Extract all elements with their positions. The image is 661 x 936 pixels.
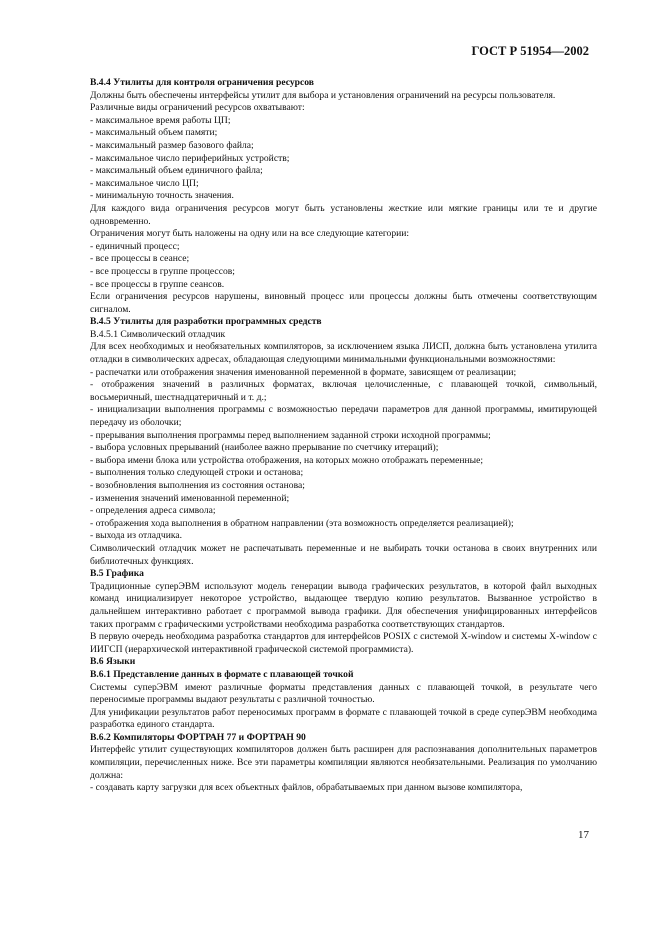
list-item: В.4.5.1 Символический отладчик bbox=[90, 328, 226, 340]
section-heading: В.4.4 Утилиты для контроля ограничения ресурсов bbox=[90, 77, 314, 88]
list-item: - максимальное время работы ЦП; bbox=[90, 114, 231, 126]
section-heading: В.6 Языки bbox=[90, 656, 136, 668]
list-item: - прерывания выполнения программы перед выполнением заданной строки исходной программы; bbox=[90, 429, 491, 441]
paragraph: Для унификации результатов работ переносимых программ в формате с плавающей точкой в среде суперЭВМ необходима разработка единого стандарта. bbox=[90, 706, 597, 731]
paragraph: Символический отладчик может не распечатывать переменные и не выбирать точки останова в своих внутренних или библиотечных функциях. bbox=[90, 542, 597, 567]
list-item: - максимальное число ЦП; bbox=[90, 177, 199, 189]
list-item: - единичный процесс; bbox=[90, 240, 180, 252]
page-number: 17 bbox=[578, 829, 589, 841]
section-heading: В.6.1 Представление данных в формате с плавающей точкой bbox=[90, 668, 354, 680]
paragraph: - инициализации выполнения программы с возможностью передачи параметров для данной программы, имитирующей передачу из оболочки; bbox=[90, 404, 597, 429]
list-item: - все процессы в группе сеансов. bbox=[90, 278, 225, 290]
list-item: - выбора имени блока или устройства отображения, на которых можно отображать переменные; bbox=[90, 454, 484, 466]
section-heading: В.6.2 Компиляторы ФОРТРАН 77 и ФОРТРАН 90 bbox=[90, 731, 306, 743]
list-item: - выхода из отладчика. bbox=[90, 530, 183, 542]
list-item: - все процессы в группе процессов; bbox=[90, 265, 235, 277]
list-item: - минимальную точность значения. bbox=[90, 190, 234, 202]
section-heading: В.5 Графика bbox=[90, 568, 144, 580]
list-item: - распечатки или отображения значения именованной переменной в формате, зависящем от реализации; bbox=[90, 366, 517, 378]
paragraph: - отображения значений в различных форматах, включая целочисленные, с плавающей точкой, символьный, восьмеричный, шестнадцатеричный и т. д.; bbox=[90, 379, 597, 403]
list-item: - отображения хода выполнения в обратном направлении (эта возможность определяется реализацией); bbox=[90, 517, 514, 529]
paragraph: Для всех необходимых и необязательных компиляторов, за исключением языка ЛИСП, должна быть установлена утилита отладки в символических адресах, обладающая следующими минимальными функциональными возможностями: bbox=[90, 341, 597, 366]
list-item: - максимальный объем памяти; bbox=[90, 127, 218, 139]
paragraph: Ограничения могут быть наложены на одну или на все следующие категории: bbox=[90, 228, 410, 240]
list-item: - выбора условных прерываний (наиболее важно прерывание по счетчику итераций); bbox=[90, 442, 439, 454]
list-item: - создавать карту загрузки для всех объектных файлов, обрабатываемых при данном вызове компилятора, bbox=[90, 782, 523, 794]
paragraph: Различные виды ограничений ресурсов охватывают: bbox=[90, 102, 305, 114]
list-item: - возобновления выполнения из состояния останова; bbox=[90, 480, 305, 491]
paragraph: Должны быть обеспечены интерфейсы утилит для выбора и установления ограничений на ресурсы пользователя. bbox=[90, 89, 556, 101]
paragraph: В первую очередь необходима разработка стандартов для интерфейсов POSIX с системой X-window и системы X-window с ИИГСП (иерархической интерактивной графической системой программиста). bbox=[90, 631, 597, 655]
paragraph: Для каждого вида ограничения ресурсов могут быть установлены жесткие или мягкие границы или те и другие одновременно. bbox=[90, 202, 597, 227]
list-item: - все процессы в сеансе; bbox=[90, 253, 190, 265]
list-item: - максимальное число периферийных устройств; bbox=[90, 152, 290, 164]
list-item: - максимальный размер базового файла; bbox=[90, 139, 254, 151]
list-item: - определения адреса символа; bbox=[90, 505, 216, 517]
paragraph: Если ограничения ресурсов нарушены, виновный процесс или процессы должны быть отмечены соответствующим сигналом. bbox=[90, 291, 597, 315]
document-number-header: ГОСТ Р 51954—2002 bbox=[471, 44, 589, 58]
list-item: - выполнения только следующей строки и останова; bbox=[90, 467, 304, 479]
paragraph: Системы суперЭВМ имеют различные форматы представления данных с плавающей точкой, в результате чего переносимые программы выдают результаты с различной точностью. bbox=[90, 681, 597, 706]
document-body bbox=[90, 77, 597, 795]
paragraph: Традиционные суперЭВМ используют модель генерации вывода графических результатов, в которой файл выходных команд инициализирует некоторое устройство, выдающее твердую копию результатов. Вызванное устройство в дальнейшем интерактивно работает с программой вывода графики. Для обеспечения унифицированных интерфейсов таких программ с графическими устройствами необходима разработка соответствующих стандартов. bbox=[90, 580, 597, 630]
paragraph: Интерфейс утилит существующих компиляторов должен быть расширен для распознавания дополнительных параметров компиляции, перечисленных ниже. Все эти параметры компиляции являются необязательными. Реализация по умолчанию должна: bbox=[90, 744, 597, 781]
list-item: - максимальный объем единичного файла; bbox=[90, 165, 263, 177]
section-heading: В.4.5 Утилиты для разработки программных средств bbox=[90, 316, 322, 328]
list-item: - изменения значений именованной переменной; bbox=[90, 492, 290, 504]
